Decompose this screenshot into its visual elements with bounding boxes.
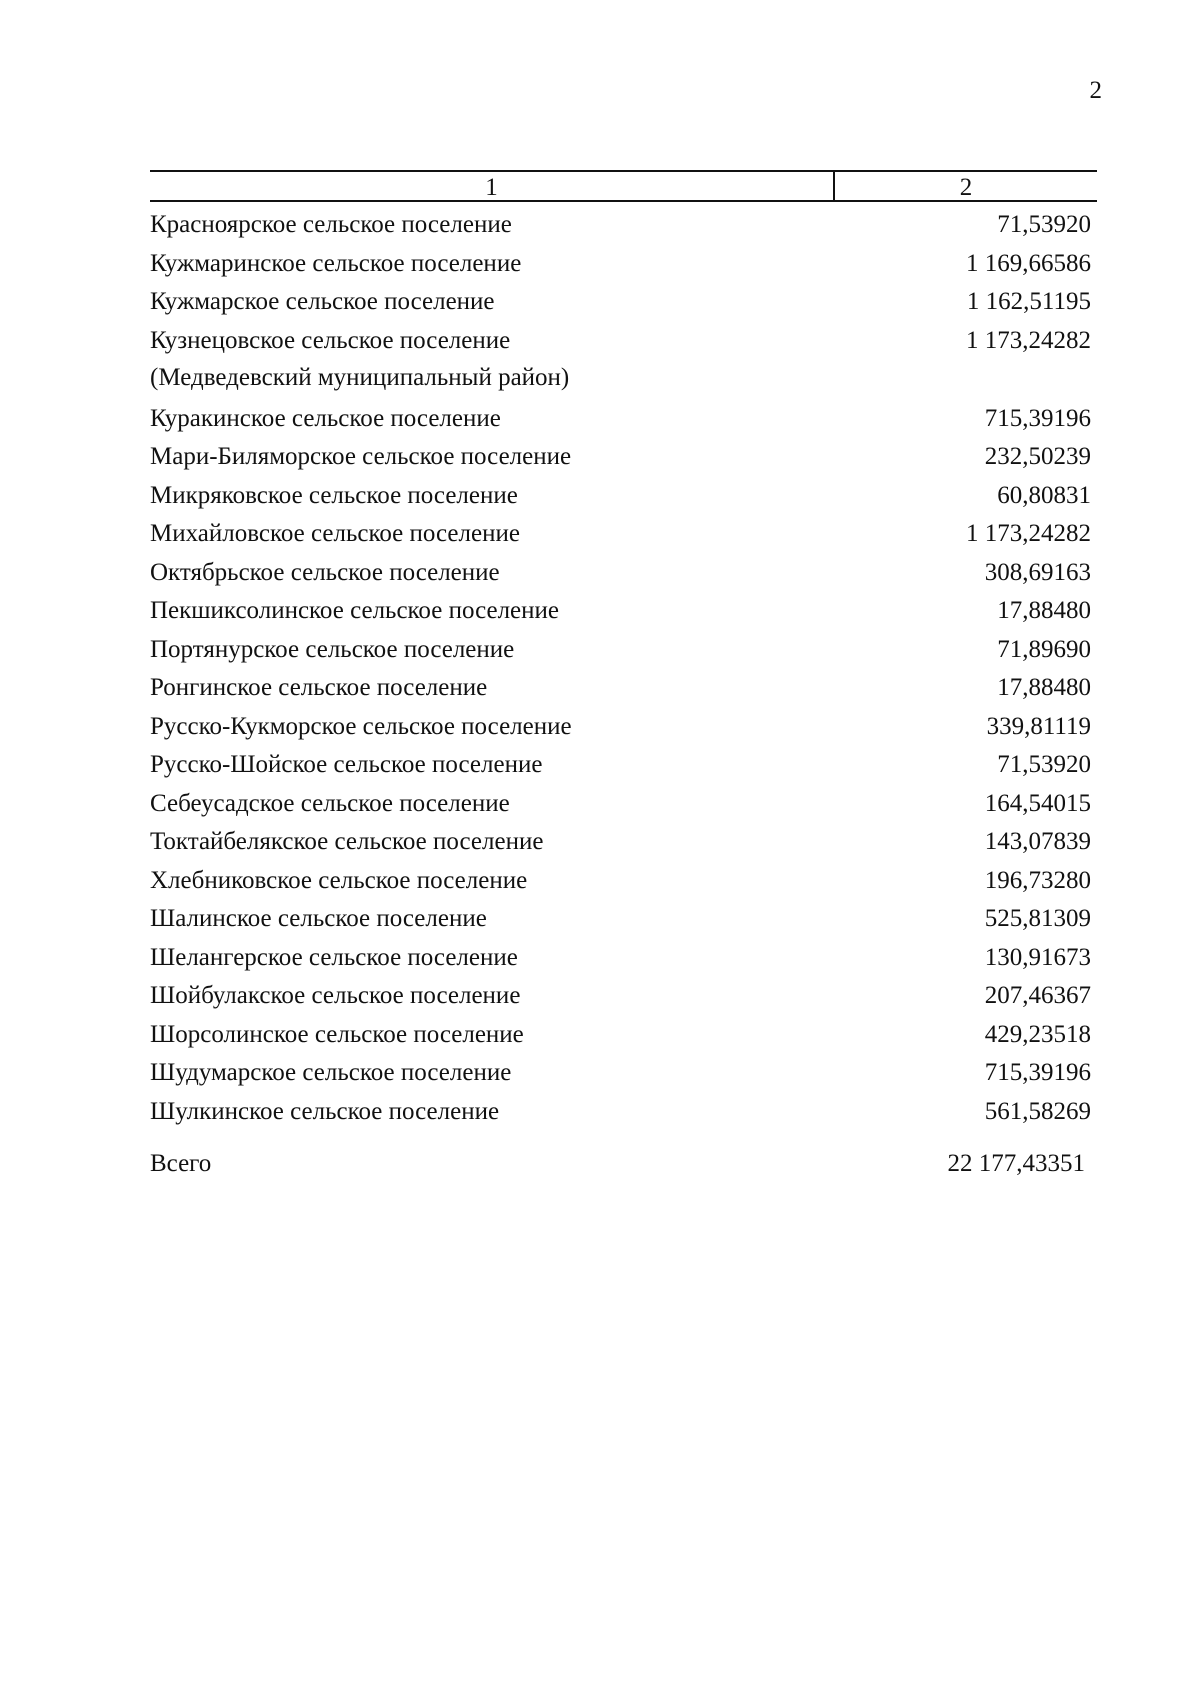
table-row — [150, 1093, 1097, 1132]
table-row — [150, 245, 1097, 284]
settlement-name: Куракинское сельское поселение — [150, 404, 501, 432]
settlement-name: Хлебниковское сельское поселение — [150, 866, 528, 894]
settlement-value: 71,89690 — [997, 635, 1091, 663]
settlement-value: 17,88480 — [997, 597, 1091, 624]
table-row — [150, 939, 1097, 978]
table-row — [150, 1016, 1097, 1055]
column-header-1: 1 — [485, 174, 498, 201]
settlement-value: 60,80831 — [997, 481, 1091, 509]
settlement-value: 1 173,24282 — [966, 520, 1091, 547]
table-row — [150, 823, 1097, 862]
settlement-value: 71,53920 — [997, 751, 1091, 778]
table-row — [150, 477, 1097, 516]
table-row — [150, 1054, 1097, 1093]
table-row — [150, 900, 1097, 939]
settlement-name: Красноярское сельское поселение — [150, 211, 512, 238]
settlement-value: 715,39196 — [984, 404, 1091, 432]
table-row — [150, 283, 1097, 322]
total-row — [150, 1146, 1097, 1182]
table-row — [150, 592, 1097, 631]
settlement-name: Кужмаринское сельское поселение — [150, 249, 522, 277]
settlement-name: Мари-Биляморское сельское поселение — [150, 443, 572, 470]
column-header-2: 2 — [959, 174, 973, 201]
settlement-name: Русско-Шойское сельское поселение — [150, 751, 543, 778]
table-row — [150, 977, 1097, 1016]
settlement-name: Шалинское сельское поселение — [150, 905, 487, 932]
table-row — [150, 708, 1097, 747]
table-row — [150, 400, 1097, 439]
settlement-name: Пекшиксолинское сельское поселение — [150, 597, 559, 624]
settlement-value: 143,07839 — [984, 828, 1091, 855]
settlement-value: 339,81119 — [986, 712, 1091, 740]
table-row — [150, 746, 1097, 785]
settlement-value: 715,39196 — [984, 1059, 1091, 1086]
settlement-name: Шелангерское сельское поселение — [150, 943, 518, 971]
settlement-name: Шудумарское сельское поселение — [150, 1059, 512, 1086]
settlement-name: Шойбулакское сельское поселение — [150, 982, 521, 1009]
settlement-name: Микряковское сельское поселение — [150, 481, 518, 509]
settlement-value: 130,91673 — [984, 943, 1091, 971]
table-row — [150, 862, 1097, 901]
settlement-value: 1 173,24282 — [966, 326, 1091, 354]
settlement-value: 232,50239 — [984, 443, 1091, 470]
settlement-name: Себеусадское сельское поселение — [150, 789, 510, 817]
table-row — [150, 322, 1097, 396]
table-header — [150, 170, 1097, 202]
settlement-name: Русско-Кукморское сельское поселение — [150, 712, 572, 740]
settlement-name: Кузнецовское сельское поселение (Медведевский муниципальный район) — [150, 326, 570, 391]
table-row — [150, 631, 1097, 670]
settlement-name: Токтайбелякское сельское поселение — [150, 828, 544, 855]
table-row — [150, 554, 1097, 593]
settlement-name: Михайловское сельское поселение — [150, 520, 520, 547]
settlement-value: 196,73280 — [984, 866, 1091, 894]
settlements-table — [150, 170, 1097, 1182]
table-row — [150, 669, 1097, 708]
settlement-value: 71,53920 — [997, 211, 1091, 238]
settlement-name: Шорсолинское сельское поселение — [150, 1020, 524, 1048]
settlement-name: Кужмарское сельское поселение — [150, 288, 495, 315]
table-body — [150, 206, 1097, 1131]
settlement-name: Портянурское сельское поселение — [150, 635, 515, 663]
settlement-value: 17,88480 — [997, 674, 1091, 701]
table-row — [150, 438, 1097, 477]
table-row — [150, 206, 1097, 245]
settlement-value: 308,69163 — [984, 558, 1091, 586]
table-row — [150, 785, 1097, 824]
settlement-value: 561,58269 — [984, 1097, 1091, 1125]
settlement-value: 429,23518 — [984, 1020, 1091, 1048]
total-value: 22 177,43351 — [947, 1150, 1085, 1177]
settlement-value: 525,81309 — [984, 905, 1091, 932]
settlement-value: 207,46367 — [984, 982, 1091, 1009]
table-row — [150, 515, 1097, 554]
settlement-value: 164,54015 — [984, 789, 1091, 817]
settlement-name: Ронгинское сельское поселение — [150, 674, 488, 701]
page-number: 2 — [1089, 77, 1102, 104]
settlement-name: Октябрьское сельское поселение — [150, 558, 500, 586]
settlement-value: 1 162,51195 — [966, 288, 1091, 315]
settlement-name: Шулкинское сельское поселение — [150, 1097, 500, 1125]
total-label: Всего — [150, 1150, 212, 1177]
settlement-value: 1 169,66586 — [966, 249, 1091, 277]
